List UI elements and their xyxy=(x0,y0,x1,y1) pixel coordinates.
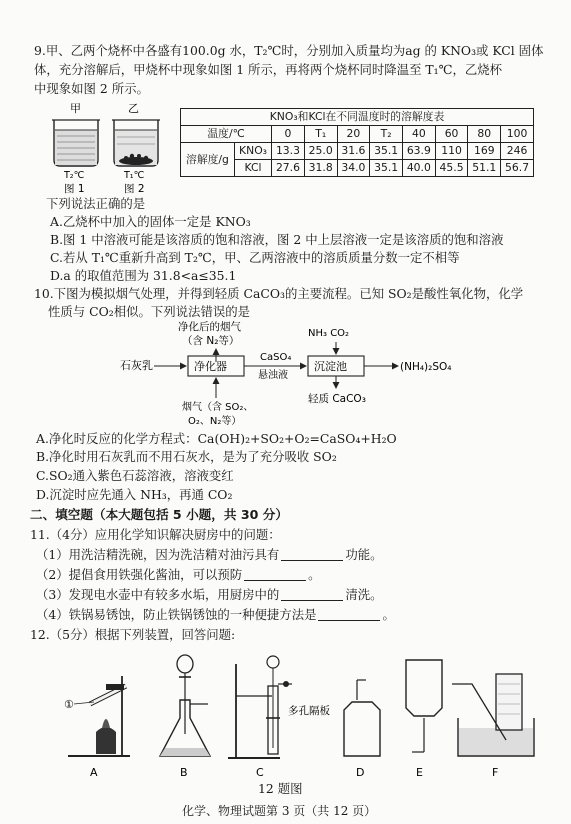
answer-blank[interactable] xyxy=(281,548,343,561)
q11-stem: 11.（4分）应用化学知识解决厨房中的问题： xyxy=(30,527,281,542)
answer-blank[interactable] xyxy=(281,588,343,601)
answer-blank[interactable] xyxy=(244,568,306,581)
q9-line3: 中现象如图 2 所示。 xyxy=(34,81,149,96)
q11-part2: （2）提倡食用铁强化酱油，可以预防 。 xyxy=(36,567,321,582)
table-row: KCl 27.6 31.8 34.0 35.1 40.0 45.5 51.1 56.7 xyxy=(181,160,534,177)
apparatus-label-e: E xyxy=(416,766,423,779)
solubility-table xyxy=(180,108,534,177)
purifier-label: 净化器 xyxy=(194,360,227,373)
caso4-label-2: 悬浊液 xyxy=(258,370,288,381)
beaker2-top-label: 乙 xyxy=(128,102,139,115)
q12-stem: 12.（5分）根据下列装置，回答问题: xyxy=(30,627,236,642)
q10-option-b: B.净化时用石灰乳而不用石灰水，是为了充分吸收 SO₂ xyxy=(36,449,337,464)
row-label: 溶解度/g xyxy=(181,143,235,177)
beaker2-icon xyxy=(112,120,160,166)
clean-gas-label-2: （含 N₂等） xyxy=(182,335,240,347)
porous-plate-label: 多孔隔板 xyxy=(288,705,330,717)
beaker1-temp: T₂℃ xyxy=(64,170,85,181)
flue-gas-label-2: O₂、N₂等） xyxy=(188,416,242,427)
figure-caption: 12 题图 xyxy=(258,781,303,796)
apparatus-b-icon xyxy=(160,655,210,756)
q9-line1: 9.甲、乙两个烧杯中各盛有100.0g 水，T₂℃时，分别加入质量均为ag 的 KNO₃或 KCl 固体 xyxy=(34,43,544,58)
q10-line1: 10.下图为模拟烟气处理，并得到轻质 CaCO₃的主要流程。已知 SO₂是酸性氧化物，化学 xyxy=(34,286,524,301)
table-title: KNO₃和KCl在不同温度时的溶解度表 xyxy=(181,109,534,126)
apparatus-a-icon xyxy=(68,676,130,756)
apparatus-e-icon xyxy=(406,660,442,752)
q9-option-d: D.a 的取值范围为 31.8<a≤35.1 xyxy=(50,268,237,283)
apparatus-f-icon xyxy=(452,674,534,756)
q11-part3: （3）发现电水壶中有较多水垢，用厨房中的 清洗。 xyxy=(36,587,383,602)
q10-option-d: D.沉淀时应先通入 NH₃，再通 CO₂ xyxy=(36,487,233,502)
page-footer: 化学、物理试题第 3 页（共 12 页） xyxy=(182,804,377,818)
light-caco3-label: 轻质 CaCO₃ xyxy=(308,393,366,405)
reagents-label: NH₃ CO₂ xyxy=(308,328,350,339)
q10-option-c: C.SO₂通入紫色石蕊溶液，溶液变红 xyxy=(36,468,234,483)
q9-line2: 体，充分溶解后，甲烧杯中现象如图 1 所示，再将两个烧杯同时降温至 T₁℃，乙烧杯 xyxy=(34,62,503,77)
beaker2-temp: T₁℃ xyxy=(124,170,145,181)
apparatus-label-d: D xyxy=(356,766,365,779)
lime-milk-label: 石灰乳 xyxy=(120,359,153,372)
beaker1-icon xyxy=(52,120,100,166)
apparatus-label-a: A xyxy=(90,766,98,779)
q9-stem: 下列说法正确的是 xyxy=(46,196,146,211)
q10-line2: 性质与 CO₂相似。下列说法错误的是 xyxy=(48,304,251,319)
apparatus-d-icon xyxy=(344,680,380,756)
q9-option-b: B.图 1 中溶液可能是该溶质的饱和溶液，图 2 中上层溶液一定是该溶质的饱和溶液 xyxy=(50,232,504,247)
clean-gas-label-1: 净化后的烟气 xyxy=(178,321,241,333)
table-header-row: 温度/℃ 0 T₁ 20 T₂ 40 60 80 100 xyxy=(181,126,534,143)
flue-gas-flow-diagram xyxy=(120,318,460,428)
q9-option-c: C.若从 T₁℃重新升高到 T₂℃，甲、乙两溶液中的溶质质量分数一定不相等 xyxy=(50,250,460,265)
apparatus-c-icon xyxy=(228,656,292,758)
settling-tank-label: 沉淀池 xyxy=(314,360,347,373)
table-row: 溶解度/g KNO₃ 13.3 25.0 31.6 35.1 63.9 110 169 246 xyxy=(181,143,534,160)
marker-label: ① xyxy=(64,698,74,711)
caso4-label-1: CaSO₄ xyxy=(260,352,292,363)
q11-part1: （1）用洗洁精洗碗，因为洗洁精对油污具有 功能。 xyxy=(36,547,383,562)
beaker1-top-label: 甲 xyxy=(70,102,81,115)
beaker-figure xyxy=(42,100,172,196)
apparatus-label-b: B xyxy=(180,766,188,779)
apparatus-label-f: F xyxy=(492,766,499,779)
apparatus-label-c: C xyxy=(256,766,264,779)
product-label: (NH₄)₂SO₄ xyxy=(400,361,452,373)
q11-part4: （4）铁锅易锈蚀，防止铁锅锈蚀的一种便捷方法是 。 xyxy=(36,607,395,622)
fig2-caption: 图 2 xyxy=(124,183,145,195)
apparatus-figure xyxy=(60,644,540,784)
section2-heading: 二、填空题（本大题包括 5 小题，共 30 分） xyxy=(30,507,288,522)
flue-gas-label-1: 烟气（含 SO₂、 xyxy=(182,402,254,413)
q10-option-a: A.净化时反应的化学方程式：Ca(OH)₂+SO₂+O₂=CaSO₄+H₂O xyxy=(36,431,397,446)
answer-blank[interactable] xyxy=(318,608,380,621)
fig1-caption: 图 1 xyxy=(64,183,85,195)
q9-option-a: A.乙烧杯中加入的固体一定是 KNO₃ xyxy=(50,214,251,229)
